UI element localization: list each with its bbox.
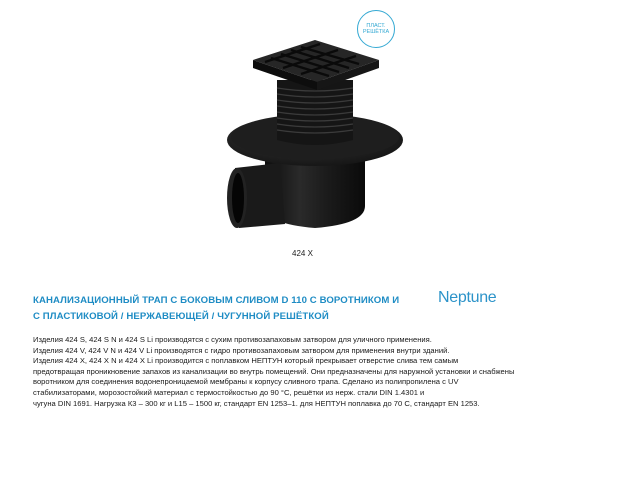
description-line: предотвращая проникновение запахов из канализации во внутрь помещений. Они предназначены для наружной установки и снабжены [33,366,515,376]
description-line: Изделия 424 S, 424 S N и 424 S Li производятся с сухим противозапаховым затвором для уличного применения. [33,335,432,344]
description-line: Изделия 424 X, 424 X N и 424 X Li производится с поплавком НЕПТУН который прекрывает отверстие слива тем самым [33,356,459,366]
description-line: воротником для соединения водонепроницаемой мембраны к корпусу сливного трапа. Сделано из полипропилена с UV [33,377,459,387]
description-line: чугуна DIN 1691. Нагрузка К3 – 300 кг и L15 – 1500 кг, стандарт EN 1253–1. для НЕПТУН поплавка до 70 С, стандарт EN 1253. [33,398,480,408]
heading-line-1: КАНАЛИЗАЦИОННЫЙ ТРАП С БОКОВЫМ СЛИВОМ D 110 С ВОРОТНИКОМ И [33,295,400,306]
description-text [33,335,618,409]
badge-line-2: РЕШЁТКА [362,29,390,35]
floor-drain-image [225,28,405,248]
product-caption: 424 X [292,249,313,258]
description-line: стабилизаторами, морозостойкий материал с термостойкостью до 90 °С, решётки из нерж. стали DIN 1.4301 и [33,387,425,397]
brand-logo: Neptune [438,289,497,306]
description-line: Изделия 424 V, 424 V N и 424 V Li производятся с гидро противозапаховым затвором для применения внутри зданий. [33,345,450,355]
heading-line-2: С ПЛАСТИКОВОЙ / НЕРЖАВЕЮЩЕЙ / ЧУГУННОЙ РЕШЁТКОЙ [33,311,329,322]
product-heading [33,293,403,325]
badge-line-1: ПЛАСТ. [366,22,386,29]
